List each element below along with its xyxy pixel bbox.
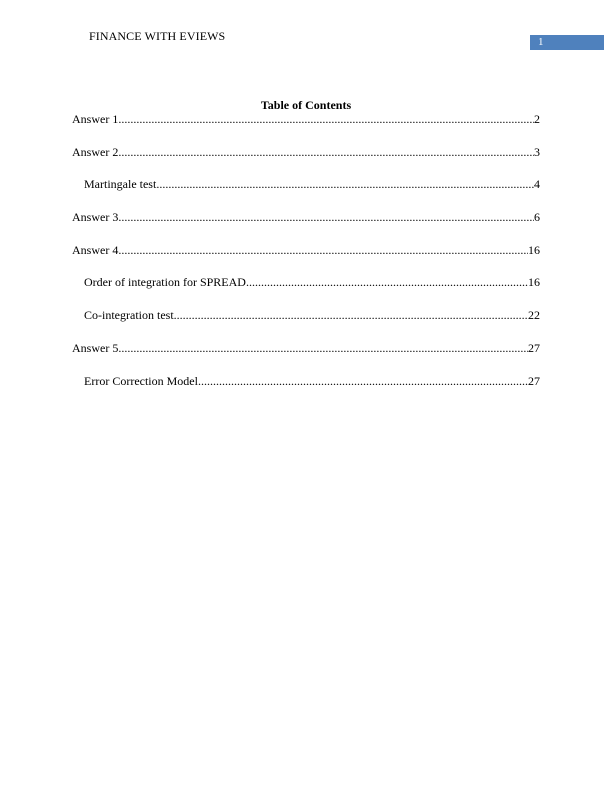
toc-entry-page-number: 27: [528, 340, 540, 355]
dot-leader: [118, 243, 528, 257]
dot-leader: [118, 145, 534, 159]
toc-entry-page-number: 16: [528, 242, 540, 257]
toc-entry-order-of-integration[interactable]: [72, 275, 540, 289]
toc-entry-error-correction-model[interactable]: [72, 374, 540, 388]
dot-leader: [246, 275, 528, 289]
toc-entry-answer-1[interactable]: [72, 112, 540, 126]
toc-entry-label: Answer 5: [72, 340, 119, 355]
toc-title: Table of Contents: [260, 98, 352, 112]
dot-leader: [156, 177, 534, 191]
dot-leader: [174, 308, 528, 322]
page-number-badge: 1: [530, 35, 604, 50]
toc-entry-label: Error Correction Model: [84, 373, 198, 388]
toc-entry-page-number: 6: [534, 210, 540, 225]
toc-entry-answer-2[interactable]: [72, 145, 540, 159]
running-header-title: FINANCE WITH EVIEWS: [89, 29, 226, 43]
toc-entry-answer-4[interactable]: [72, 243, 540, 257]
toc-entry-label: Answer 1: [72, 112, 119, 126]
toc-entry-label: Order of integration for SPREAD: [84, 275, 246, 290]
toc-entry-label: Co-integration test: [84, 308, 174, 323]
dot-leader: [198, 374, 528, 388]
toc-entry-page-number: 3: [534, 144, 540, 159]
toc-entry-page-number: 16: [528, 275, 540, 290]
toc-entry-page-number: 22: [528, 308, 540, 323]
toc-entry-label: Answer 4: [72, 242, 119, 257]
toc-entry-label: Answer 3: [72, 210, 119, 225]
toc-entry-answer-3[interactable]: [72, 210, 540, 224]
dot-leader: [118, 112, 534, 126]
toc-entry-page-number: 27: [528, 373, 540, 388]
toc-entry-martingale-test[interactable]: [72, 177, 540, 191]
dot-leader: [118, 210, 534, 224]
toc-entry-label: Martingale test: [84, 177, 157, 192]
table-of-contents: [72, 112, 540, 406]
toc-entry-label: Answer 2: [72, 144, 119, 159]
dot-leader: [118, 341, 528, 355]
toc-entry-answer-5[interactable]: [72, 341, 540, 355]
toc-entry-page-number: 2: [534, 112, 540, 126]
toc-entry-co-integration-test[interactable]: [72, 308, 540, 322]
toc-entry-page-number: 4: [534, 177, 540, 192]
